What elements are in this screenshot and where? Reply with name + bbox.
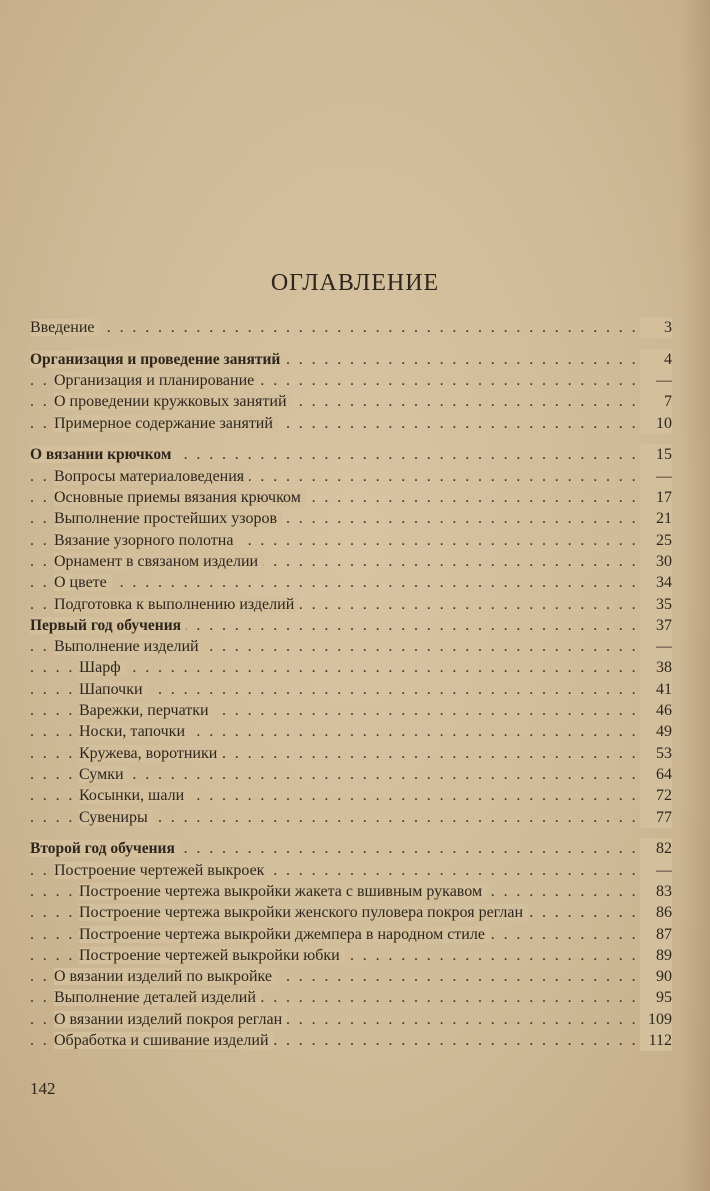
toc-entry-title: Обработка и сшивание изделий — [54, 1032, 274, 1049]
toc-entry-page: 109 — [640, 1009, 672, 1030]
toc-entry-title: О вязании крючком — [30, 446, 176, 463]
toc-entry-title: Кружева, воротники — [79, 745, 222, 762]
toc-entry-title: Варежки, перчатки — [79, 702, 214, 719]
toc-entry-page: 4 — [640, 349, 672, 370]
toc-entry — [30, 349, 672, 370]
toc-entry — [30, 530, 672, 551]
toc-entry — [30, 317, 672, 338]
toc-entry — [30, 764, 672, 785]
toc-entry-title: Организация и планирование — [54, 372, 259, 389]
toc-entry-page: 82 — [640, 838, 672, 859]
toc-entry — [30, 987, 672, 1008]
toc-entry — [30, 700, 672, 721]
toc-entry-page: — — [640, 466, 672, 487]
toc-entry — [30, 551, 672, 572]
toc-entry — [30, 657, 672, 678]
toc-entry — [30, 370, 672, 391]
toc-entry-title: О проведении кружковых занятий — [54, 393, 292, 410]
toc-entry-title: Основные приемы вязания крючком — [54, 489, 306, 506]
toc-entry-title: Сумки — [79, 766, 129, 783]
toc-entry — [30, 487, 672, 508]
toc-entry-title: Второй год обучения — [30, 840, 180, 857]
toc-entry — [30, 508, 672, 529]
toc-entry — [30, 594, 672, 615]
toc-entry — [30, 838, 672, 859]
toc-entry-page: 7 — [640, 391, 672, 412]
toc-entry-title: Орнамент в связаном изделии — [54, 553, 263, 570]
toc-entry-page: 17 — [640, 487, 672, 508]
toc-entry-page: 35 — [640, 594, 672, 615]
page-number: 142 — [30, 1079, 56, 1098]
toc-entry — [30, 679, 672, 700]
toc-entry-title: Построение чертежей выкройки юбки — [79, 947, 345, 964]
toc-entry — [30, 860, 672, 881]
toc-entry-title: О вязании изделий покроя реглан — [54, 1011, 287, 1028]
toc-entry — [30, 743, 672, 764]
toc-entry — [30, 785, 672, 806]
toc-entry-page: 86 — [640, 902, 672, 923]
toc-entry-page: — — [640, 370, 672, 391]
toc-entry-title: Выполнение простейших узоров — [54, 510, 282, 527]
toc-entry-page: 49 — [640, 721, 672, 742]
toc-entry-page: 72 — [640, 785, 672, 806]
toc-entry-title: Построение чертежа выкройки женского пуловера покроя реглан — [79, 904, 528, 921]
toc-entry — [30, 1030, 672, 1051]
toc-entry-title: Введение — [30, 319, 100, 336]
toc-entry-page: 53 — [640, 743, 672, 764]
toc-entry-title: О цвете — [54, 574, 112, 591]
toc-entry-title: Примерное содержание занятий — [54, 415, 278, 432]
toc-entry-title: Вопросы материаловедения — [54, 468, 249, 485]
toc-entry-page: 30 — [640, 551, 672, 572]
toc-entry-page: 37 — [640, 615, 672, 636]
toc-entry — [30, 721, 672, 742]
toc-entry-title: Построение чертежей выкроек — [54, 862, 269, 879]
toc-entry — [30, 636, 672, 657]
toc-entry-page: — — [640, 636, 672, 657]
toc-entry — [30, 391, 672, 412]
toc-entry-page: — — [640, 860, 672, 881]
toc-entry — [30, 881, 672, 902]
toc-entry-page: 46 — [640, 700, 672, 721]
toc-entry-page: 41 — [640, 679, 672, 700]
toc-entry-page: 83 — [640, 881, 672, 902]
toc-entry — [30, 902, 672, 923]
toc-entry-title: Вязание узорного полотна — [54, 532, 238, 549]
toc-entry-page: 10 — [640, 413, 672, 434]
toc-entry-title: О вязании изделий по выкройке — [54, 968, 277, 985]
toc-entry-page: 77 — [640, 807, 672, 828]
toc-entry-title: Шапочки — [79, 681, 148, 698]
toc-entry-title: Построение чертежа выкройки жакета с вшивным рукавом — [79, 883, 487, 900]
toc-entry-title: Первый год обучения — [30, 617, 186, 634]
toc-entry-page: 21 — [640, 508, 672, 529]
toc-entry-page: 38 — [640, 657, 672, 678]
toc-entry — [30, 945, 672, 966]
toc-entry-page: 95 — [640, 987, 672, 1008]
toc-entry-title: Шарф — [79, 659, 126, 676]
toc-entry — [30, 466, 672, 487]
toc-title: ОГЛАВЛЕНИЕ — [270, 270, 440, 296]
toc-entry-page: 112 — [640, 1030, 672, 1051]
toc-entry-page: 3 — [640, 317, 672, 338]
toc-entry-title: Носки, тапочки — [79, 723, 190, 740]
toc-entry-page: 89 — [640, 945, 672, 966]
table-of-contents — [30, 317, 672, 1051]
toc-entry-title: Выполнение деталей изделий — [54, 989, 261, 1006]
toc-entry — [30, 924, 672, 945]
toc-entry — [30, 444, 672, 465]
toc-entry-page: 25 — [640, 530, 672, 551]
toc-entry — [30, 1009, 672, 1030]
toc-entry-page: 90 — [640, 966, 672, 987]
toc-entry-title: Выполнение изделий — [54, 638, 204, 655]
toc-entry-title: Построение чертежа выкройки джемпера в народном стиле — [79, 926, 490, 943]
toc-entry — [30, 413, 672, 434]
toc-entry-title: Организация и проведение занятий — [30, 351, 285, 368]
toc-entry — [30, 615, 672, 636]
toc-entry-page: 34 — [640, 572, 672, 593]
toc-entry — [30, 966, 672, 987]
toc-entry-title: Подготовка к выполнению изделий — [54, 596, 299, 613]
toc-entry-title: Сувениры — [79, 809, 153, 826]
toc-entry — [30, 807, 672, 828]
toc-entry-page: 64 — [640, 764, 672, 785]
toc-entry — [30, 572, 672, 593]
toc-entry-page: 15 — [640, 444, 672, 465]
toc-entry-title: Косынки, шали — [79, 787, 189, 804]
toc-entry-page: 87 — [640, 924, 672, 945]
